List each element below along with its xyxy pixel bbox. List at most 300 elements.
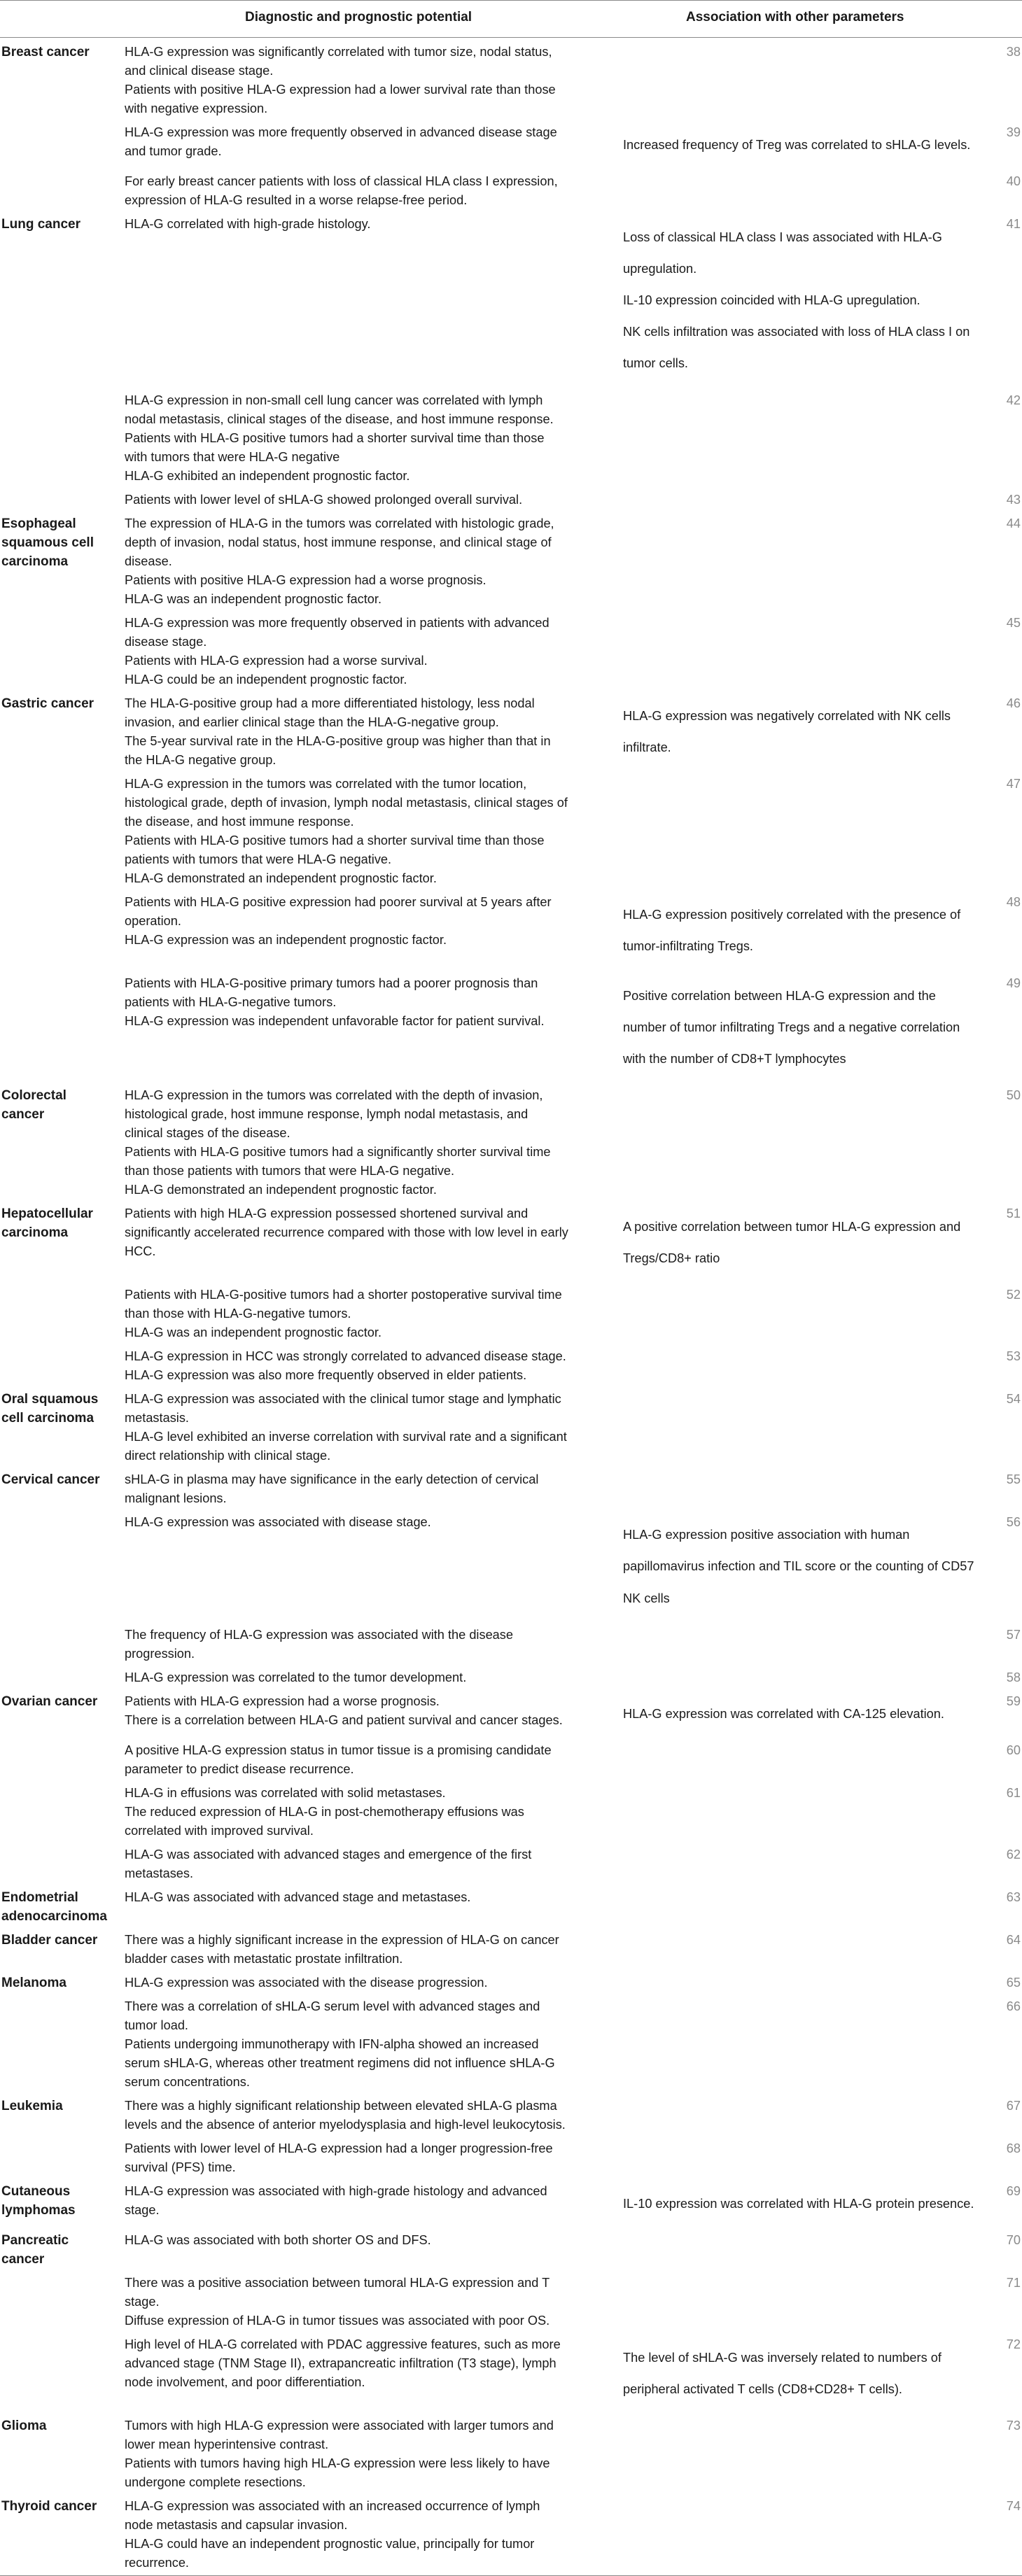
diagnostic-cell bbox=[125, 1086, 615, 1199]
diagnostic-cell-line: serum sHLA-G, whereas other treatment regimens did not influence sHLA-G bbox=[125, 2056, 555, 2071]
table-row bbox=[0, 38, 1022, 118]
diagnostic-cell-line: There was a highly significant increase in the expression of HLA-G on cancer bbox=[125, 1933, 559, 1948]
association-cell-line: HLA-G expression was correlated with CA-125 elevation. bbox=[623, 1706, 944, 1721]
table-row bbox=[0, 770, 1022, 888]
diagnostic-cell bbox=[125, 1997, 615, 2092]
diagnostic-cell bbox=[125, 2139, 615, 2177]
diagnostic-cell bbox=[125, 1931, 615, 1969]
reference-number: 45 bbox=[1006, 615, 1021, 630]
table-row bbox=[0, 210, 1022, 386]
reference-number: 55 bbox=[1006, 1472, 1021, 1486]
diagnostic-cell-line: invasion, and earlier clinical stage than the HLA-G-negative group. bbox=[125, 715, 499, 729]
diagnostic-cell-line: levels and the absence of anterior myelodysplasia and high-level leukocytosis. bbox=[125, 2118, 566, 2132]
association-cell bbox=[623, 694, 994, 770]
reference-number: 41 bbox=[1006, 217, 1021, 232]
diagnostic-cell-line: The 5-year survival rate in the HLA-G-positive group was higher than that in bbox=[125, 733, 551, 748]
diagnostic-cell-line: operation. bbox=[125, 914, 181, 929]
reference-number: 39 bbox=[1006, 125, 1021, 139]
diagnostic-cell bbox=[125, 1845, 615, 1883]
diagnostic-cell bbox=[125, 1741, 615, 1779]
table-body bbox=[0, 38, 1022, 2573]
association-cell bbox=[623, 1390, 994, 1465]
diagnostic-cell bbox=[125, 2416, 615, 2492]
diagnostic-cell-line: disease stage. bbox=[125, 634, 207, 649]
diagnostic-cell-line: stage. bbox=[125, 2203, 160, 2218]
diagnostic-cell-line: HLA-G expression was correlated to the tumor development. bbox=[125, 1670, 467, 1684]
diagnostic-cell-line: The frequency of HLA-G expression was associated with the disease bbox=[125, 1627, 514, 1642]
diagnostic-cell-line: with negative expression. bbox=[125, 101, 268, 115]
diagnostic-cell-line: expression of HLA-G resulted in a worse relapse-free period. bbox=[125, 193, 468, 208]
cancer-type-cell bbox=[0, 514, 125, 609]
table-row bbox=[0, 509, 1022, 609]
diagnostic-cell bbox=[125, 391, 615, 486]
diagnostic-cell bbox=[125, 2335, 615, 2412]
table-row bbox=[0, 1883, 1022, 1926]
association-cell-line: Increased frequency of Treg was correlated to sHLA-G levels. bbox=[623, 138, 971, 153]
reference-number: 49 bbox=[1006, 976, 1021, 990]
diagnostic-cell bbox=[125, 2497, 615, 2573]
diagnostic-cell-line: A positive HLA-G expression status in tumor tissue is a promising candidate bbox=[125, 1743, 552, 1758]
cancer-type-cell-line: adenocarcinoma bbox=[1, 1909, 107, 1924]
diagnostic-cell-line: HLA-G expression was an independent prognostic factor. bbox=[125, 933, 447, 948]
diagnostic-cell-line: parameter to predict disease recurrence. bbox=[125, 1762, 354, 1777]
cancer-type-cell-line: cancer bbox=[1, 1107, 45, 1122]
association-cell-line: papillomavirus infection and TIL score or the counting of CD57 bbox=[623, 1559, 974, 1574]
association-cell bbox=[623, 1888, 994, 1926]
cancer-type-cell-line: lymphomas bbox=[1, 2203, 76, 2218]
association-cell bbox=[623, 893, 994, 969]
reference-number: 53 bbox=[1006, 1349, 1021, 1363]
diagnostic-cell-line: direct relationship with clinical stage. bbox=[125, 1448, 331, 1463]
diagnostic-cell-line: metastasis. bbox=[125, 1410, 189, 1425]
cancer-type-cell bbox=[0, 2182, 125, 2226]
cancer-type-cell bbox=[0, 614, 125, 689]
cancer-type-cell bbox=[0, 1784, 125, 1840]
cancer-type-cell bbox=[0, 2497, 125, 2573]
diagnostic-cell bbox=[125, 1888, 615, 1926]
cancer-type-cell bbox=[0, 893, 125, 969]
cancer-type-cell bbox=[0, 391, 125, 486]
diagnostic-cell-line: malignant lesions. bbox=[125, 1491, 227, 1505]
cancer-type-cell-line: Bladder cancer bbox=[1, 1933, 98, 1948]
cancer-type-cell-line: Thyroid cancer bbox=[1, 2499, 97, 2514]
diagnostic-cell-line: than those with HLA-G-negative tumors. bbox=[125, 1306, 351, 1321]
cancer-type-cell-line: Gastric cancer bbox=[1, 696, 94, 711]
association-cell-line: Loss of classical HLA class I was associated with HLA-G bbox=[623, 230, 942, 244]
reference-number: 64 bbox=[1006, 1933, 1021, 1948]
header-association: Association with other parameters bbox=[686, 10, 904, 24]
association-cell bbox=[623, 1286, 994, 1342]
reference-number: 42 bbox=[1006, 393, 1021, 407]
reference-number: 47 bbox=[1006, 777, 1021, 791]
table-row bbox=[0, 486, 1022, 509]
diagnostic-cell bbox=[125, 1668, 615, 1687]
diagnostic-cell-line: HLA-G expression was associated with the disease progression. bbox=[125, 1976, 488, 1990]
cancer-type-cell bbox=[0, 694, 125, 770]
cancer-type-cell bbox=[0, 43, 125, 118]
table-row bbox=[0, 118, 1022, 167]
reference-number: 38 bbox=[1006, 45, 1021, 59]
association-cell bbox=[623, 1845, 994, 1883]
association-cell bbox=[623, 614, 994, 689]
diagnostic-cell-line: serum concentrations. bbox=[125, 2075, 250, 2090]
diagnostic-cell-line: Patients with HLA-G expression had a worse survival. bbox=[125, 653, 428, 668]
association-cell-line: number of tumor infiltrating Tregs and a negative correlation bbox=[623, 1020, 960, 1034]
association-cell bbox=[623, 1626, 994, 1663]
association-cell-line: Tregs/CD8+ ratio bbox=[623, 1251, 720, 1265]
table-row bbox=[0, 888, 1022, 969]
reference-number: 57 bbox=[1006, 1627, 1021, 1642]
reference-number: 44 bbox=[1006, 516, 1021, 530]
cancer-type-cell-line: Oral squamous bbox=[1, 1391, 99, 1407]
table-row bbox=[0, 969, 1022, 1082]
association-cell-line: upregulation. bbox=[623, 261, 697, 276]
reference-number: 63 bbox=[1006, 1890, 1021, 1905]
association-cell-line: peripheral activated T cells (CD8+CD28+ T cells). bbox=[623, 2381, 902, 2396]
diagnostic-cell bbox=[125, 1513, 615, 1621]
diagnostic-cell-line: HLA-G expression in the tumors was correlated with the tumor location, bbox=[125, 777, 527, 791]
cancer-type-cell bbox=[0, 1888, 125, 1926]
association-cell-line: tumor cells. bbox=[623, 356, 688, 371]
diagnostic-cell-line: survival (PFS) time. bbox=[125, 2160, 236, 2175]
diagnostic-cell-line: Patients with positive HLA-G expression had a lower survival rate than those bbox=[125, 83, 556, 97]
cancer-type-cell bbox=[0, 1513, 125, 1621]
cancer-type-cell-line: Leukemia bbox=[1, 2099, 63, 2114]
diagnostic-cell-line: HLA-G exhibited an independent prognostic factor. bbox=[125, 468, 410, 483]
cancer-type-cell-line: cancer bbox=[1, 2252, 45, 2267]
diagnostic-cell-line: stage. bbox=[125, 2295, 160, 2309]
association-cell bbox=[623, 215, 994, 386]
diagnostic-cell-line: HLA-G expression was significantly correlated with tumor size, nodal status, bbox=[125, 45, 552, 59]
reference-number: 71 bbox=[1006, 2276, 1021, 2290]
cancer-type-cell bbox=[0, 1286, 125, 1342]
table-row bbox=[0, 1779, 1022, 1840]
reference-number: 54 bbox=[1006, 1391, 1021, 1406]
cancer-type-cell-line: cell carcinoma bbox=[1, 1410, 94, 1426]
diagnostic-cell-line: sHLA-G in plasma may have significance in the early detection of cervical bbox=[125, 1472, 539, 1486]
diagnostic-cell bbox=[125, 1286, 615, 1342]
diagnostic-cell-line: HLA-G in effusions was correlated with solid metastases. bbox=[125, 1786, 446, 1801]
cancer-type-cell-line: Hepatocellular bbox=[1, 1206, 93, 1222]
cancer-type-cell bbox=[0, 1973, 125, 1992]
diagnostic-cell-line: There was a highly significant relationship between elevated sHLA-G plasma bbox=[125, 2099, 557, 2113]
diagnostic-cell-line: bladder cases with metastatic prostate infiltration. bbox=[125, 1952, 403, 1966]
association-cell bbox=[623, 1470, 994, 1508]
cancer-type-cell bbox=[0, 1931, 125, 1969]
table-row bbox=[0, 1081, 1022, 1199]
reference-number: 67 bbox=[1006, 2099, 1021, 2113]
cancer-type-cell-line: Ovarian cancer bbox=[1, 1694, 98, 1709]
association-cell bbox=[623, 1513, 994, 1621]
association-cell-line: NK cells infiltration was associated with loss of HLA class I on bbox=[623, 325, 970, 339]
diagnostic-cell bbox=[125, 43, 615, 118]
table-row bbox=[0, 2177, 1022, 2226]
table-row bbox=[0, 2412, 1022, 2492]
association-cell bbox=[623, 491, 994, 509]
association-cell-line: with the number of CD8+T lymphocytes bbox=[623, 1052, 846, 1067]
association-cell bbox=[623, 2497, 994, 2573]
diagnostic-cell-line: histological grade, depth of invasion, lymph nodal metastasis, clinical stages of bbox=[125, 796, 568, 810]
diagnostic-cell-line: HLA-G level exhibited an inverse correlation with survival rate and a significant bbox=[125, 1429, 567, 1444]
diagnostic-cell bbox=[125, 1973, 615, 1992]
cancer-type-cell bbox=[0, 2335, 125, 2412]
diagnostic-cell bbox=[125, 1470, 615, 1508]
diagnostic-cell-line: and clinical disease stage. bbox=[125, 64, 274, 78]
association-cell bbox=[623, 172, 994, 210]
diagnostic-cell-line: node metastasis and capsular invasion. bbox=[125, 2518, 348, 2532]
reference-number: 40 bbox=[1006, 174, 1021, 189]
cancer-type-cell bbox=[0, 491, 125, 509]
cancer-type-cell bbox=[0, 1204, 125, 1281]
association-cell bbox=[623, 2335, 994, 2412]
table-row bbox=[0, 1465, 1022, 1508]
association-cell bbox=[623, 2182, 994, 2226]
reference-number: 69 bbox=[1006, 2184, 1021, 2199]
table-row bbox=[0, 609, 1022, 689]
diagnostic-cell-line: HLA-G was associated with advanced stage and metastases. bbox=[125, 1890, 471, 1905]
diagnostic-cell bbox=[125, 215, 615, 386]
table-row bbox=[0, 2492, 1022, 2573]
table-row bbox=[0, 2134, 1022, 2177]
table-row bbox=[0, 1736, 1022, 1779]
cancer-type-cell-line: Cervical cancer bbox=[1, 1472, 100, 1487]
diagnostic-cell bbox=[125, 2097, 615, 2134]
diagnostic-cell-line: advanced stage (TNM Stage II), extrapancreatic infiltration (T3 stage), lymph bbox=[125, 2356, 556, 2371]
diagnostic-cell-line: HLA-G expression in non-small cell lung cancer was correlated with lymph bbox=[125, 393, 543, 407]
reference-number: 65 bbox=[1006, 1976, 1021, 1990]
table-row bbox=[0, 2330, 1022, 2412]
association-cell bbox=[623, 2231, 994, 2269]
diagnostic-cell bbox=[125, 1784, 615, 1840]
diagnostic-cell-line: High level of HLA-G correlated with PDAC aggressive features, such as more bbox=[125, 2337, 561, 2352]
diagnostic-cell bbox=[125, 514, 615, 609]
table-row bbox=[0, 1992, 1022, 2092]
diagnostic-cell bbox=[125, 172, 615, 210]
reference-number: 66 bbox=[1006, 1999, 1021, 2014]
table-row bbox=[0, 1621, 1022, 1663]
diagnostic-cell bbox=[125, 775, 615, 888]
diagnostic-cell-line: HLA-G demonstrated an independent prognostic factor. bbox=[125, 871, 437, 886]
reference-number: 73 bbox=[1006, 2419, 1021, 2433]
cancer-type-cell-line: Melanoma bbox=[1, 1976, 66, 1991]
table-row bbox=[0, 1663, 1022, 1687]
reference-number: 56 bbox=[1006, 1514, 1021, 1529]
diagnostic-cell bbox=[125, 1347, 615, 1385]
diagnostic-cell bbox=[125, 2274, 615, 2330]
diagnostic-cell-line: tumor load. bbox=[125, 2018, 188, 2033]
diagnostic-cell-line: recurrence. bbox=[125, 2556, 189, 2570]
reference-number: 74 bbox=[1006, 2499, 1021, 2513]
reference-number: 68 bbox=[1006, 2141, 1021, 2156]
table-row bbox=[0, 1840, 1022, 1883]
cancer-type-cell bbox=[0, 2139, 125, 2177]
diagnostic-cell-line: HLA-G expression was more frequently observed in patients with advanced bbox=[125, 615, 550, 630]
cancer-type-cell-line: Esophageal bbox=[1, 516, 76, 531]
table-row bbox=[0, 1281, 1022, 1342]
diagnostic-cell-line: and tumor grade. bbox=[125, 144, 222, 158]
diagnostic-cell-line: Patients with HLA-G expression had a worse prognosis. bbox=[125, 1694, 440, 1708]
table-row bbox=[0, 386, 1022, 486]
association-cell bbox=[623, 1931, 994, 1969]
cancer-type-cell bbox=[0, 2274, 125, 2330]
cancer-type-cell bbox=[0, 1741, 125, 1779]
association-cell-line: NK cells bbox=[623, 1591, 670, 1605]
cancer-type-cell bbox=[0, 1668, 125, 1687]
diagnostic-cell-line: significantly accelerated recurrence compared with those with low level in early bbox=[125, 1225, 568, 1240]
diagnostic-cell-line: HLA-G was associated with both shorter OS and DFS. bbox=[125, 2233, 431, 2248]
diagnostic-cell-line: histological grade, host immune response, lymph nodal metastasis, and bbox=[125, 1107, 528, 1122]
diagnostic-cell bbox=[125, 1204, 615, 1281]
cancer-type-cell-line: Lung cancer bbox=[1, 217, 80, 232]
table-row bbox=[0, 2226, 1022, 2269]
diagnostic-cell-line: the disease, and host immune response. bbox=[125, 815, 354, 829]
cancer-type-cell bbox=[0, 1997, 125, 2092]
cancer-type-cell bbox=[0, 172, 125, 210]
diagnostic-cell-line: HLA-G expression was associated with high-grade histology and advanced bbox=[125, 2184, 547, 2199]
diagnostic-cell-line: than those patients with tumors that were HLA-G negative. bbox=[125, 1164, 455, 1178]
diagnostic-cell-line: Patients with lower level of sHLA-G showed prolonged overall survival. bbox=[125, 492, 523, 507]
diagnostic-cell-line: Diffuse expression of HLA-G in tumor tissues was associated with poor OS. bbox=[125, 2314, 550, 2328]
diagnostic-cell-line: the HLA-G negative group. bbox=[125, 752, 276, 767]
diagnostic-cell bbox=[125, 694, 615, 770]
diagnostic-cell bbox=[125, 974, 615, 1082]
diagnostic-cell bbox=[125, 614, 615, 689]
diagnostic-cell-line: depth of invasion, nodal status, host immune response, and clinical stage of bbox=[125, 535, 552, 549]
diagnostic-cell-line: There was a correlation of sHLA-G serum level with advanced stages and bbox=[125, 1999, 540, 2014]
diagnostic-cell-line: correlated with improved survival. bbox=[125, 1824, 314, 1838]
diagnostic-cell-line: HLA-G expression in HCC was strongly correlated to advanced disease stage. bbox=[125, 1349, 566, 1363]
reference-number: 61 bbox=[1006, 1786, 1021, 1801]
table-row bbox=[0, 1926, 1022, 1969]
cancer-type-cell bbox=[0, 1470, 125, 1508]
association-cell bbox=[623, 43, 994, 118]
cancer-type-cell bbox=[0, 775, 125, 888]
diagnostic-cell-line: progression. bbox=[125, 1646, 195, 1661]
diagnostic-cell bbox=[125, 1390, 615, 1465]
cancer-type-cell-line: squamous cell bbox=[1, 535, 94, 550]
diagnostic-cell-line: Patients with HLA-G positive tumors had a shorter survival time than those bbox=[125, 833, 545, 848]
diagnostic-cell-line: metastases. bbox=[125, 1866, 194, 1881]
cancer-type-cell bbox=[0, 1626, 125, 1663]
cancer-type-cell-line: carcinoma bbox=[1, 554, 69, 569]
association-cell bbox=[623, 391, 994, 486]
association-cell bbox=[623, 2274, 994, 2330]
diagnostic-cell bbox=[125, 1626, 615, 1663]
association-cell bbox=[623, 1784, 994, 1840]
diagnostic-cell-line: HLA-G expression was independent unfavorable factor for patient survival. bbox=[125, 1013, 545, 1028]
diagnostic-cell-line: HLA-G could be an independent prognostic factor. bbox=[125, 672, 407, 687]
association-cell bbox=[623, 123, 994, 167]
diagnostic-cell bbox=[125, 491, 615, 509]
diagnostic-cell-line: There is a correlation between HLA-G and patient survival and cancer stages. bbox=[125, 1712, 563, 1727]
reference-number: 70 bbox=[1006, 2233, 1021, 2248]
diagnostic-cell bbox=[125, 893, 615, 969]
diagnostic-cell-line: HLA-G was an independent prognostic factor. bbox=[125, 591, 382, 606]
association-cell-line: HLA-G expression positively correlated with the presence of bbox=[623, 908, 961, 922]
cancer-type-cell-line: Cutaneous bbox=[1, 2184, 71, 2200]
reference-number: 46 bbox=[1006, 696, 1021, 710]
table-row bbox=[0, 1385, 1022, 1465]
association-cell-line: tumor-infiltrating Tregs. bbox=[623, 939, 753, 954]
diagnostic-cell-line: Patients with HLA-G positive expression had poorer survival at 5 years after bbox=[125, 895, 552, 910]
association-cell-line: Positive correlation between HLA-G expression and the bbox=[623, 988, 936, 1003]
diagnostic-cell-line: The HLA-G-positive group had a more differentiated histology, less nodal bbox=[125, 696, 535, 710]
association-cell-line: The level of sHLA-G was inversely related to numbers of bbox=[623, 2350, 941, 2365]
diagnostic-cell bbox=[125, 2182, 615, 2226]
diagnostic-cell-line: lower mean hyperintensive contrast. bbox=[125, 2437, 329, 2451]
association-cell-line: HLA-G expression positive association with human bbox=[623, 1528, 910, 1542]
cancer-type-cell bbox=[0, 1390, 125, 1465]
diagnostic-cell-line: Patients undergoing immunotherapy with IFN-alpha showed an increased bbox=[125, 2037, 539, 2052]
cancer-type-cell-line: Breast cancer bbox=[1, 45, 90, 59]
diagnostic-cell-line: There was a positive association between tumoral HLA-G expression and T bbox=[125, 2276, 550, 2290]
reference-number: 58 bbox=[1006, 1670, 1021, 1684]
diagnostic-cell-line: HLA-G expression was more frequently observed in advanced disease stage bbox=[125, 125, 557, 139]
association-cell-line: A positive correlation between tumor HLA-G expression and bbox=[623, 1219, 961, 1234]
association-cell bbox=[623, 2416, 994, 2492]
diagnostic-cell-line: Patients with lower level of HLA-G expression had a longer progression-free bbox=[125, 2141, 553, 2156]
diagnostic-cell-line: clinical stages of the disease. bbox=[125, 1126, 290, 1141]
diagnostic-cell-line: HLA-G expression was also more frequently observed in elder patients. bbox=[125, 1367, 527, 1382]
diagnostic-cell-line: HLA-G correlated with high-grade histology. bbox=[125, 217, 371, 232]
association-cell-line: IL-10 expression was correlated with HLA-G protein presence. bbox=[623, 2197, 974, 2211]
cancer-type-cell-line: Colorectal bbox=[1, 1088, 66, 1104]
cancer-type-cell bbox=[0, 1692, 125, 1736]
association-cell bbox=[623, 1997, 994, 2092]
table-row bbox=[0, 1687, 1022, 1736]
diagnostic-cell-line: patients with tumors that were HLA-G negative. bbox=[125, 852, 392, 867]
diagnostic-cell-line: undergone complete resections. bbox=[125, 2475, 306, 2489]
cancer-type-cell bbox=[0, 1845, 125, 1883]
diagnostic-cell-line: with tumors that were HLA-G negative bbox=[125, 449, 340, 464]
diagnostic-cell-line: disease. bbox=[125, 554, 172, 568]
diagnostic-cell-line: Patients with high HLA-G expression possessed shortened survival and bbox=[125, 1206, 528, 1221]
reference-number: 52 bbox=[1006, 1287, 1021, 1302]
diagnostic-cell bbox=[125, 1692, 615, 1736]
cancer-type-cell-line: carcinoma bbox=[1, 1225, 69, 1241]
diagnostic-cell-line: HLA-G was associated with advanced stages and emergence of the first bbox=[125, 1847, 532, 1862]
diagnostic-cell-line: Patients with HLA-G positive tumors had a shorter survival time than those bbox=[125, 430, 545, 445]
association-cell bbox=[623, 1204, 994, 1281]
table-row bbox=[0, 1199, 1022, 1281]
association-cell bbox=[623, 1347, 994, 1385]
diagnostic-cell-line: HCC. bbox=[125, 1244, 156, 1259]
association-cell-line: infiltrate. bbox=[623, 740, 671, 754]
reference-number: 72 bbox=[1006, 2337, 1021, 2352]
table-row bbox=[0, 689, 1022, 770]
diagnostic-cell-line: HLA-G could have an independent prognostic value, principally for tumor bbox=[125, 2537, 535, 2551]
diagnostic-cell-line: Patients with HLA-G-positive tumors had a shorter postoperative survival time bbox=[125, 1287, 562, 1302]
diagnostic-cell-line: HLA-G demonstrated an independent prognostic factor. bbox=[125, 1183, 437, 1197]
diagnostic-cell-line: The reduced expression of HLA-G in post-chemotherapy effusions was bbox=[125, 1805, 524, 1820]
diagnostic-cell-line: Patients with positive HLA-G expression had a worse prognosis. bbox=[125, 572, 486, 587]
cancer-type-cell bbox=[0, 1086, 125, 1199]
diagnostic-cell-line: HLA-G expression in the tumors was correlated with the depth of invasion, bbox=[125, 1088, 543, 1103]
cancer-type-cell bbox=[0, 974, 125, 1082]
association-cell bbox=[623, 775, 994, 888]
table-row bbox=[0, 2092, 1022, 2134]
cancer-type-cell bbox=[0, 2416, 125, 2492]
reference-number: 43 bbox=[1006, 492, 1021, 507]
diagnostic-cell-line: HLA-G was an independent prognostic factor. bbox=[125, 1325, 382, 1339]
table-header bbox=[0, 0, 1022, 38]
cancer-type-cell bbox=[0, 1347, 125, 1385]
diagnostic-cell-line: HLA-G expression was associated with an increased occurrence of lymph bbox=[125, 2499, 540, 2513]
cancer-type-cell bbox=[0, 215, 125, 386]
association-cell bbox=[623, 1973, 994, 1992]
diagnostic-cell-line: node involvement, and poor differentiation. bbox=[125, 2375, 365, 2390]
association-cell bbox=[623, 1668, 994, 1687]
